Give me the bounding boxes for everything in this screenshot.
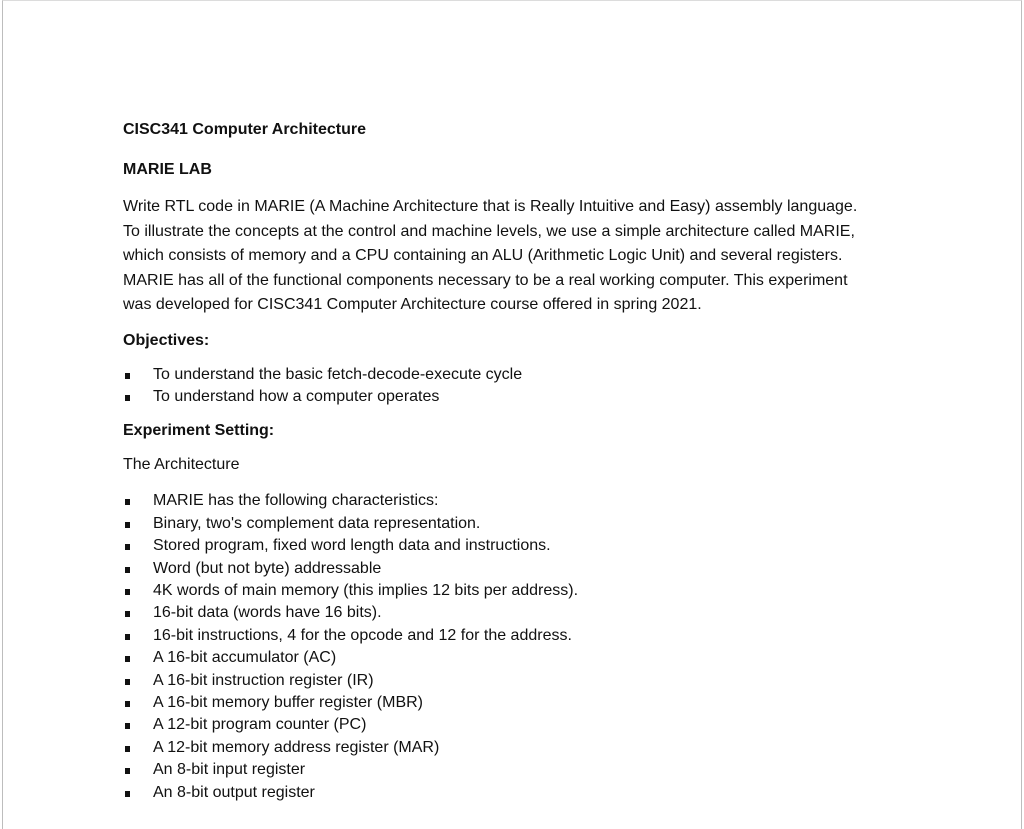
square-bullet-icon bbox=[125, 567, 130, 573]
intro-line: To illustrate the concepts at the control and machine levels, we use a simple architecture called MARIE, bbox=[123, 222, 855, 240]
list-item bbox=[123, 602, 913, 624]
list-item bbox=[123, 782, 913, 804]
architecture-characteristics-list bbox=[123, 490, 913, 804]
list-item bbox=[123, 535, 913, 557]
list-item bbox=[123, 558, 913, 580]
square-bullet-icon bbox=[125, 589, 130, 595]
square-bullet-icon bbox=[125, 768, 130, 774]
list-item-text: Binary, two's complement data representation. bbox=[153, 514, 481, 532]
list-item-text: An 8-bit input register bbox=[153, 761, 306, 779]
list-item-text: To understand how a computer operates bbox=[153, 387, 440, 405]
document-content bbox=[123, 119, 913, 814]
list-item bbox=[123, 625, 913, 647]
lab-title: MARIE LAB bbox=[123, 161, 212, 178]
square-bullet-icon bbox=[125, 373, 130, 379]
architecture-subheading: The Architecture bbox=[123, 456, 240, 474]
list-item-text: Word (but not byte) addressable bbox=[153, 559, 382, 577]
square-bullet-icon bbox=[125, 634, 130, 640]
document-page bbox=[2, 0, 1022, 829]
experiment-setting-heading: Experiment Setting: bbox=[123, 422, 275, 440]
square-bullet-icon bbox=[125, 656, 130, 662]
list-item-text: A 16-bit instruction register (IR) bbox=[153, 671, 374, 689]
square-bullet-icon bbox=[125, 544, 130, 550]
list-item-text: An 8-bit output register bbox=[153, 783, 315, 801]
list-item-text: 16-bit data (words have 16 bits). bbox=[153, 604, 382, 622]
list-item-text: 4K words of main memory (this implies 12 bits per address). bbox=[153, 581, 579, 599]
list-item bbox=[123, 386, 913, 408]
square-bullet-icon bbox=[125, 723, 130, 729]
list-item bbox=[123, 647, 913, 669]
list-item bbox=[123, 580, 913, 602]
list-item bbox=[123, 714, 913, 736]
list-item bbox=[123, 513, 913, 535]
list-item-text: To understand the basic fetch-decode-execute cycle bbox=[153, 365, 523, 383]
intro-paragraph bbox=[123, 195, 913, 318]
square-bullet-icon bbox=[125, 499, 130, 505]
list-item bbox=[123, 692, 913, 714]
list-item bbox=[123, 670, 913, 692]
objectives-list bbox=[123, 364, 913, 409]
list-item-text: 16-bit instructions, 4 for the opcode and 12 for the address. bbox=[153, 626, 572, 644]
intro-line: MARIE has all of the functional components necessary to be a real working computer. This experiment bbox=[123, 271, 848, 289]
intro-line: Write RTL code in MARIE (A Machine Architecture that is Really Intuitive and Easy) assembly language. bbox=[123, 198, 858, 215]
course-title: CISC341 Computer Architecture bbox=[123, 121, 367, 138]
list-item-text: A 12-bit memory address register (MAR) bbox=[153, 738, 440, 756]
square-bullet-icon bbox=[125, 522, 130, 528]
square-bullet-icon bbox=[125, 679, 130, 685]
square-bullet-icon bbox=[125, 611, 130, 617]
list-item-text: Stored program, fixed word length data and instructions. bbox=[153, 537, 551, 555]
intro-line: which consists of memory and a CPU containing an ALU (Arithmetic Logic Unit) and several registers. bbox=[123, 247, 843, 264]
square-bullet-icon bbox=[125, 701, 130, 707]
list-item bbox=[123, 737, 913, 759]
list-item bbox=[123, 364, 913, 386]
list-item-text: MARIE has the following characteristics: bbox=[153, 492, 439, 510]
list-item bbox=[123, 759, 913, 781]
square-bullet-icon bbox=[125, 791, 130, 797]
list-item-text: A 16-bit accumulator (AC) bbox=[153, 649, 337, 667]
objectives-heading: Objectives: bbox=[123, 331, 210, 349]
list-item-text: A 12-bit program counter (PC) bbox=[153, 716, 367, 734]
intro-line: was developed for CISC341 Computer Architecture course offered in spring 2021. bbox=[123, 296, 702, 313]
square-bullet-icon bbox=[125, 746, 130, 752]
list-item-text: A 16-bit memory buffer register (MBR) bbox=[153, 693, 424, 711]
list-item bbox=[123, 490, 913, 512]
square-bullet-icon bbox=[125, 395, 130, 401]
